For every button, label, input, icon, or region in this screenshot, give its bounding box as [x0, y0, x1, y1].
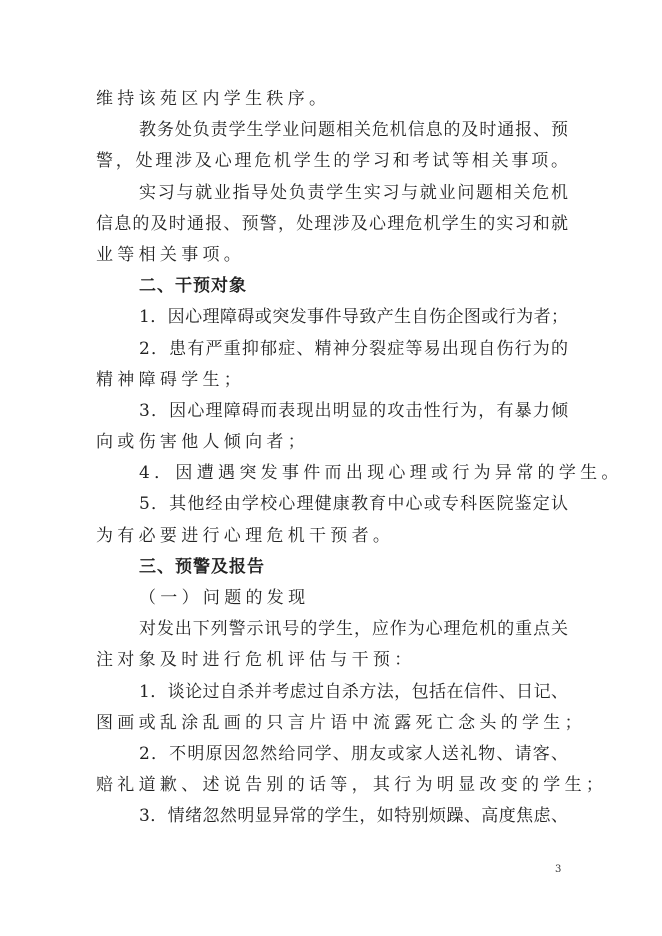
text-line: 为有必要进行心理危机干预者。: [96, 525, 395, 546]
text-line: 对发出下列警示讯号的学生，应作为心理危机的重点关: [139, 619, 568, 640]
text-line: 实习与就业指导处负责学生实习与就业问题相关危机: [139, 182, 568, 203]
section-heading: 三、预警及报告: [139, 556, 265, 577]
text-line: 信息的及时通报、预警，处理涉及心理危机学生的实习和就: [96, 213, 568, 234]
text-line: 图画或乱涂乱画的只言片语中流露死亡念头的学生；: [96, 712, 586, 733]
document-body: [96, 84, 623, 833]
text-line: 注对象及时进行危机评估与干预：: [96, 650, 416, 671]
text-line: 1．谈论过自杀并考虑过自杀方法，包括在信件、日记、: [139, 681, 568, 702]
text-line: 1．因心理障碍或突发事件导致产生自伤企图或行为者；: [139, 307, 568, 328]
section-heading: 二、干预对象: [139, 276, 247, 297]
text-line: 维持该苑区内学生秩序。: [96, 89, 331, 109]
text-line: 教务处负责学生学业问题相关危机信息的及时通报、预: [139, 120, 568, 141]
text-line: 3．因心理障碍而表现出明显的攻击性行为，有暴力倾: [139, 400, 568, 421]
text-line: 警，处理涉及心理危机学生的学习和考试等相关事项。: [96, 151, 568, 172]
text-line: 4．因遭遇突发事件而出现心理或行为异常的学生。: [139, 463, 623, 484]
text-line: 3．情绪忽然明显异常的学生，如特别烦躁、高度焦虑、: [139, 806, 568, 827]
page-number: 3: [555, 864, 562, 875]
text-line: 2．患有严重抑郁症、精神分裂症等易出现自伤行为的: [139, 338, 568, 359]
text-line: （一）问题的发现: [139, 588, 310, 608]
text-line: 向或伤害他人倾向者；: [96, 432, 309, 453]
text-line: 业等相关事项。: [96, 244, 246, 265]
text-line: 5．其他经由学校心理健康教育中心或专科医院鉴定认: [139, 494, 568, 515]
text-line: 赔礼道歉、述说告别的话等，其行为明显改变的学生；: [96, 775, 608, 796]
text-line: 精神障碍学生；: [96, 369, 246, 390]
text-line: 2．不明原因忽然给同学、朋友或家人送礼物、请客、: [139, 743, 568, 764]
